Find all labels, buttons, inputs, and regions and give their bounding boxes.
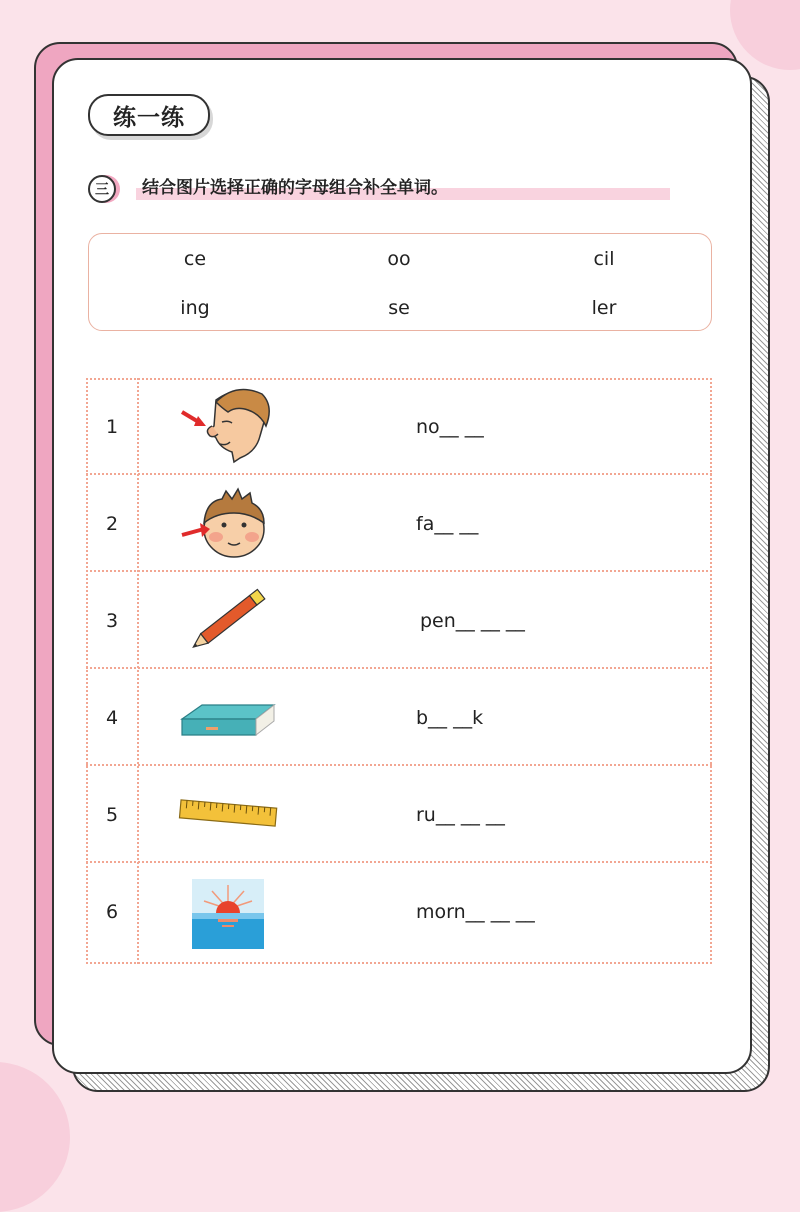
row-number: 6: [86, 863, 138, 960]
instruction-text: 结合图片选择正确的字母组合补全单词。: [142, 173, 448, 198]
face-cheek-icon: [176, 483, 280, 563]
word-blank: ru__ __ __: [416, 766, 505, 863]
word-blank: b__ __k: [416, 669, 483, 766]
nose-face-icon: [176, 386, 280, 466]
option-item: cil: [544, 248, 664, 270]
table-row: [86, 766, 712, 863]
row-number: 1: [86, 378, 138, 475]
word-blank: fa__ __: [416, 475, 478, 572]
word-blank: no__ __: [416, 378, 484, 475]
ruler-icon: [176, 774, 280, 854]
table-row: [86, 378, 712, 475]
table-row: [86, 572, 712, 669]
row-number: 4: [86, 669, 138, 766]
row-number: 2: [86, 475, 138, 572]
book-icon: [176, 677, 280, 757]
section-number: 三: [88, 175, 116, 203]
word-blank: morn__ __ __: [416, 863, 535, 960]
pencil-icon: [176, 580, 280, 660]
corner-decoration: [0, 1062, 70, 1212]
options-box: [88, 233, 712, 331]
table-row: [86, 863, 712, 960]
corner-decoration: [730, 0, 800, 70]
row-number: 3: [86, 572, 138, 669]
page-title: 练一练: [88, 94, 210, 136]
option-item: ce: [135, 248, 255, 270]
row-number: 5: [86, 766, 138, 863]
sunrise-icon: [176, 871, 280, 951]
option-item: oo: [339, 248, 459, 270]
table-row: [86, 475, 712, 572]
option-item: se: [339, 297, 459, 319]
word-blank: pen__ __ __: [420, 572, 525, 669]
table-row: [86, 669, 712, 766]
option-item: ler: [544, 297, 664, 319]
option-item: ing: [135, 297, 255, 319]
